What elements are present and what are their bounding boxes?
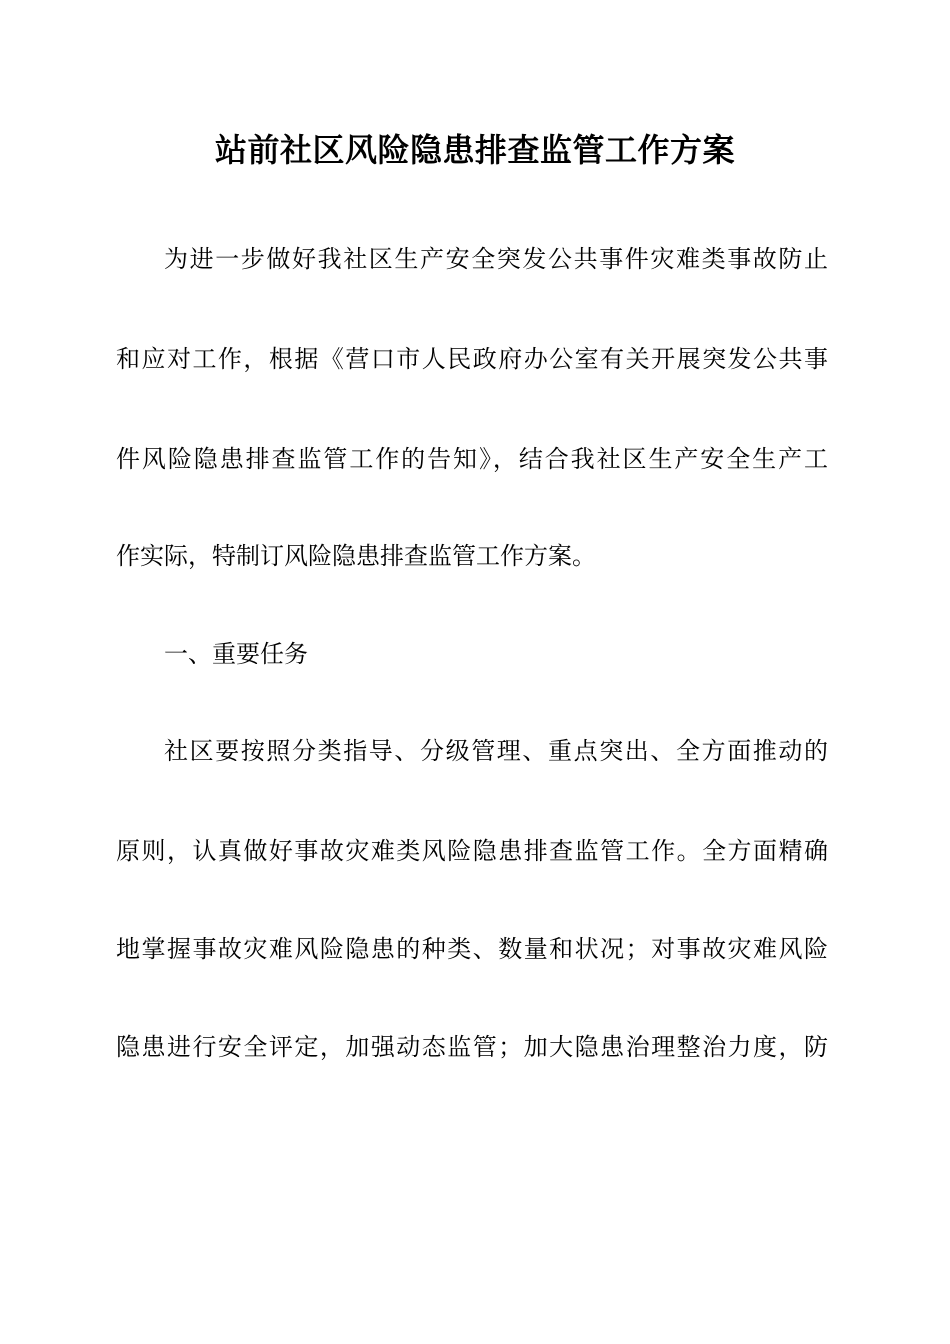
paragraph-1-line-4: 作实际，特制订风险隐患排查监管工作方案。 [116,542,596,570]
paragraph-2-line-1: 社区要按照分类指导、分级管理、重点突出、全方面推动的 [164,737,828,765]
paragraph-1-line-3: 件风险隐患排查监管工作的告知》，结合我社区生产安全生产工 [116,445,828,473]
paragraph-2-line-3: 地掌握事故灾难风险隐患的种类、数量和状况；对事故灾难风险 [116,935,828,963]
paragraph-1-line-1: 为进一步做好我社区生产安全突发公共事件灾难类事故防止 [164,245,828,273]
document-title: 站前社区风险隐患排查监管工作方案 [214,131,735,169]
paragraph-1-line-2: 和应对工作，根据《营口市人民政府办公室有关开展突发公共事 [116,345,828,373]
paragraph-2-line-4: 隐患进行安全评定，加强动态监管；加大隐患治理整治力度，防 [116,1033,828,1061]
section-1-heading: 一、重要任务 [164,640,308,668]
paragraph-2-line-2: 原则，认真做好事故灾难类风险隐患排查监管工作。全方面精确 [116,837,828,865]
